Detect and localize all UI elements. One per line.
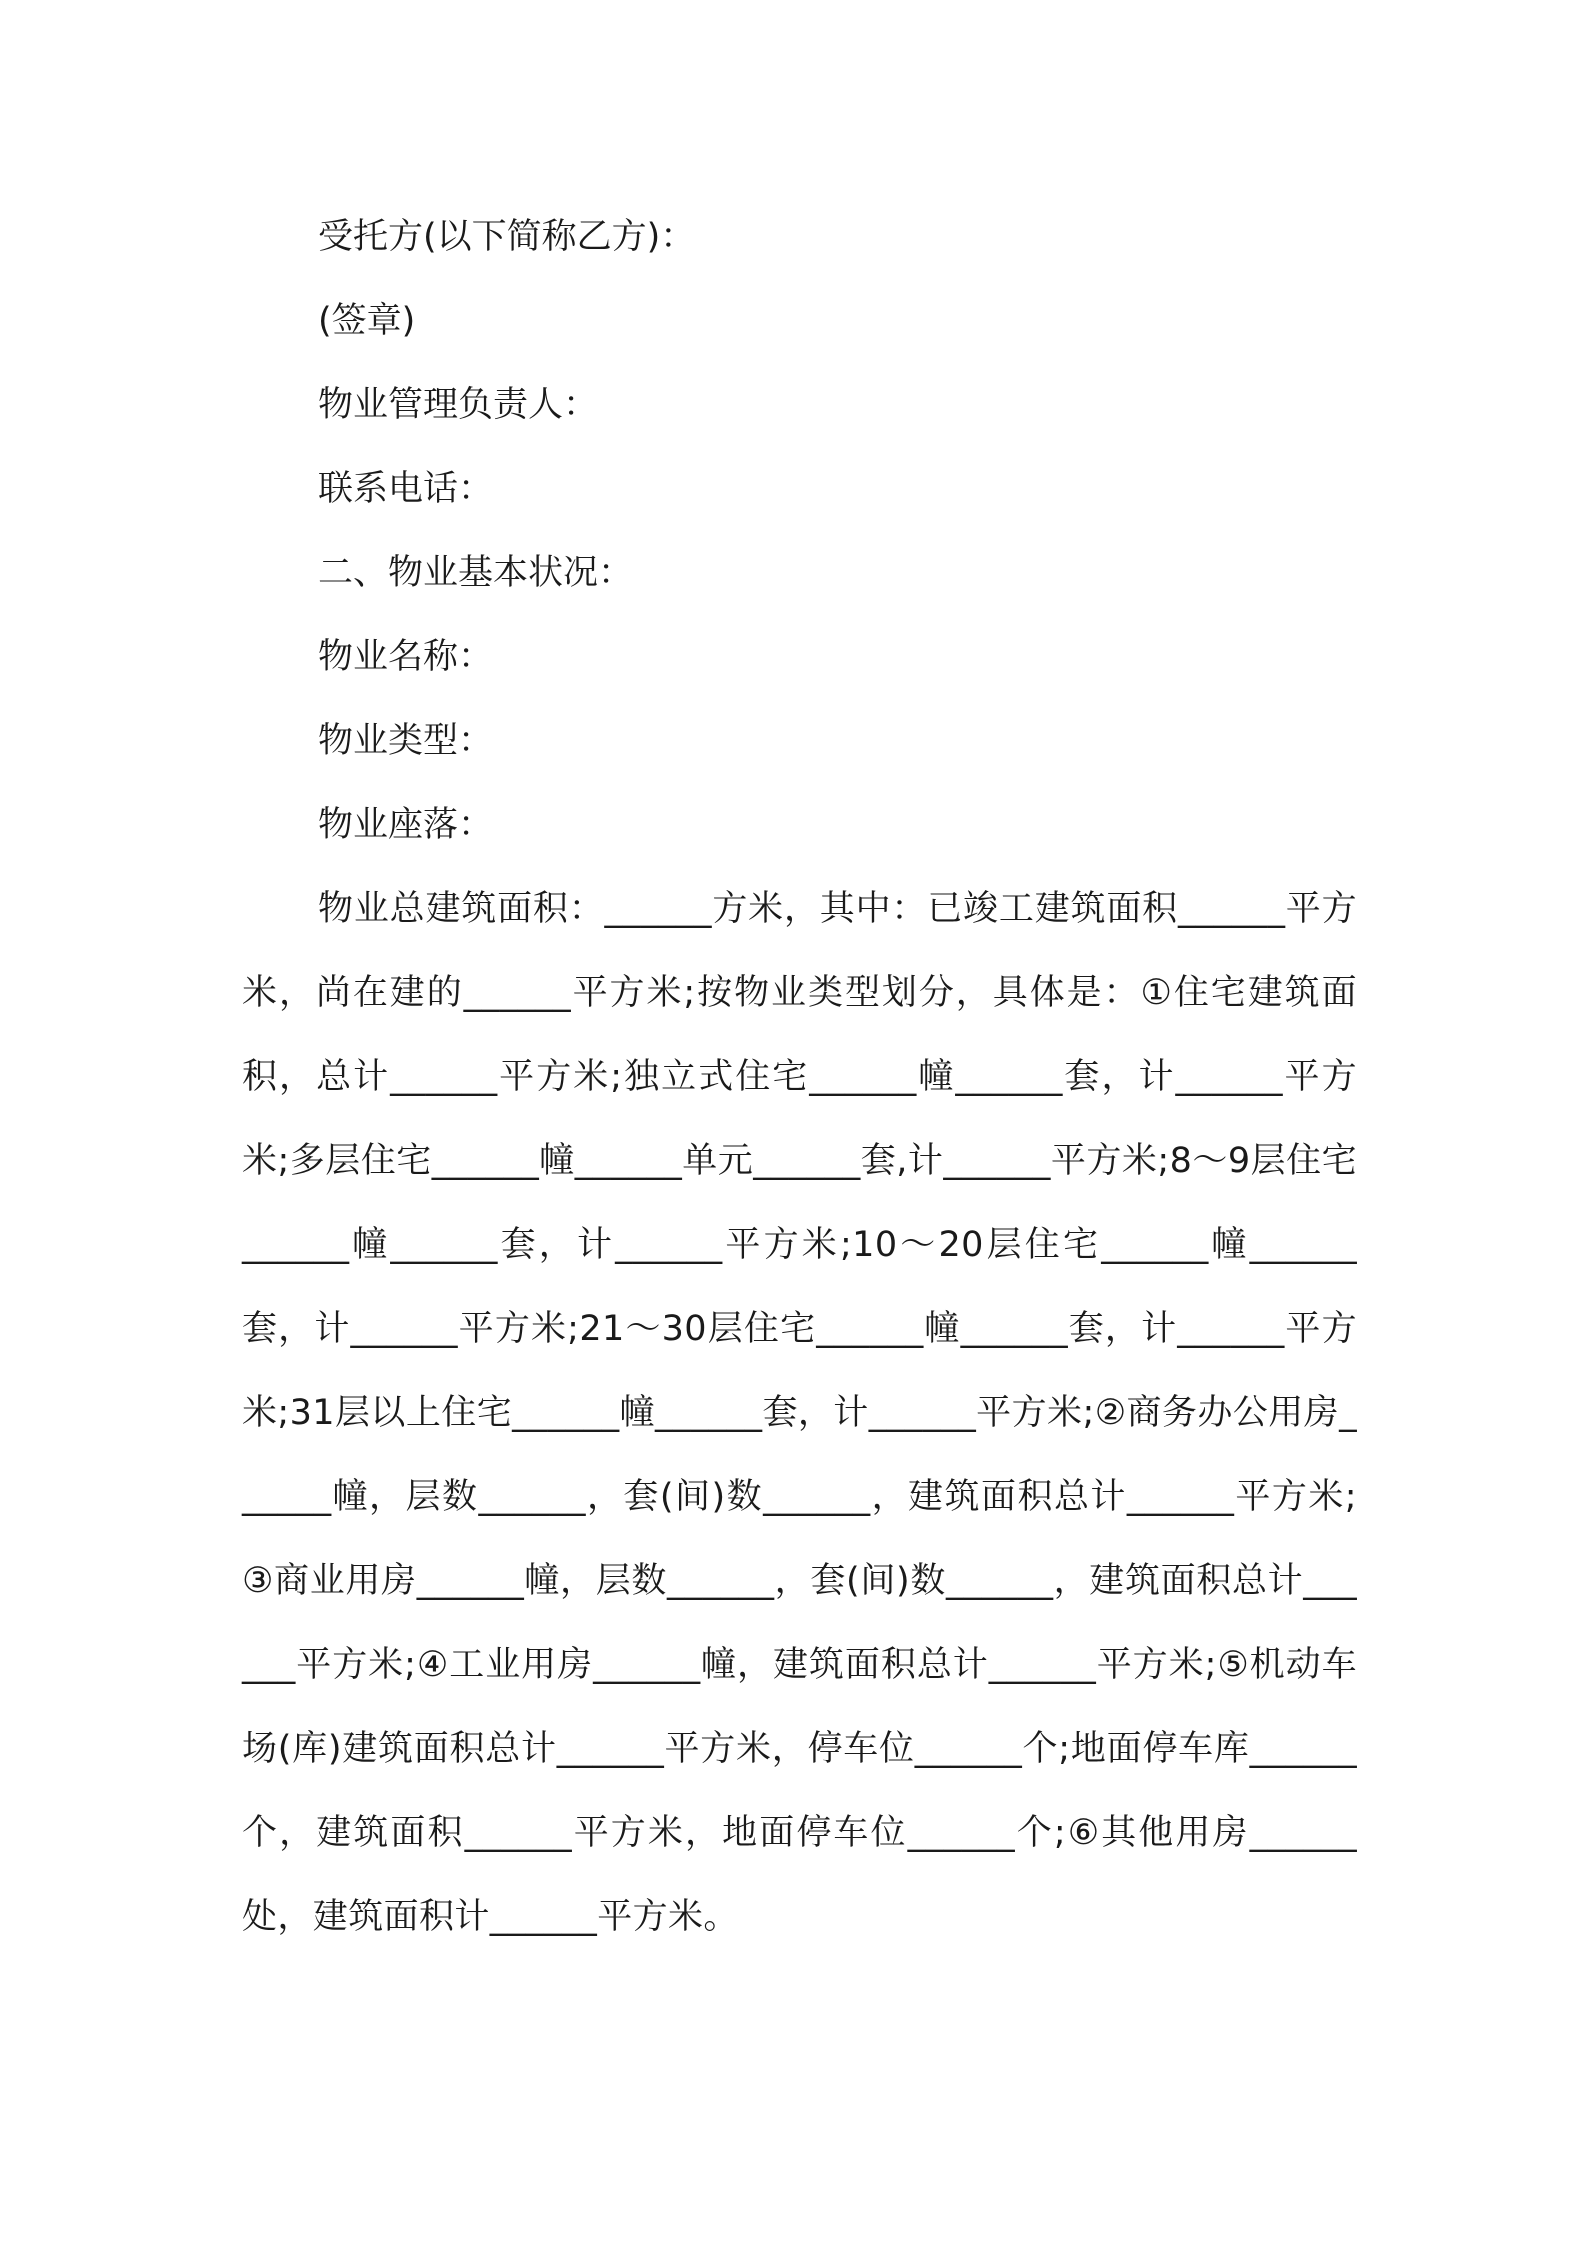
property-manager-label: 物业管理负责人： bbox=[318, 385, 599, 425]
contact-phone-label: 联系电话： bbox=[318, 469, 494, 509]
document-body bbox=[242, 195, 1357, 1959]
building-area-paragraph: 物业总建筑面积：______方米，其中：已竣工建筑面积______平方米，尚在建的______平方米;按物业类型划分，具体是：①住宅建筑面积，总计______平方米;独立式住宅______幢______套，计______平方米;多层住宅______幢______单元______套,计______平方米;8～9层住宅______幢______套，计______平方米;10～20层住宅______幢______套，计______平方米;21～30层住宅______幢______套，计______平方米;31层以上住宅______幢______套，计______平方米;②商务办公用房______幢，层数______，套(间)数______，建筑面积总计______平方米;③商业用房______幢，层数______，套(间)数______，建筑面积总计______平方米;④工业用房______幢，建筑面积总计______平方米;⑤机动车场(库)建筑面积总计______平方米，停车位______个;地面停车库______个，建筑面积______平方米，地面停车位______个;⑥其他用房______处，建筑面积计______平方米。 bbox=[242, 889, 1357, 1937]
seal-label: (签章) bbox=[318, 301, 416, 341]
property-location-label: 物业座落： bbox=[318, 805, 494, 845]
trustee-label: 受托方(以下简称乙方)： bbox=[318, 217, 696, 257]
property-type-label: 物业类型： bbox=[318, 721, 494, 761]
property-name-label: 物业名称： bbox=[318, 637, 494, 677]
section-heading: 二、物业基本状况： bbox=[318, 553, 634, 593]
